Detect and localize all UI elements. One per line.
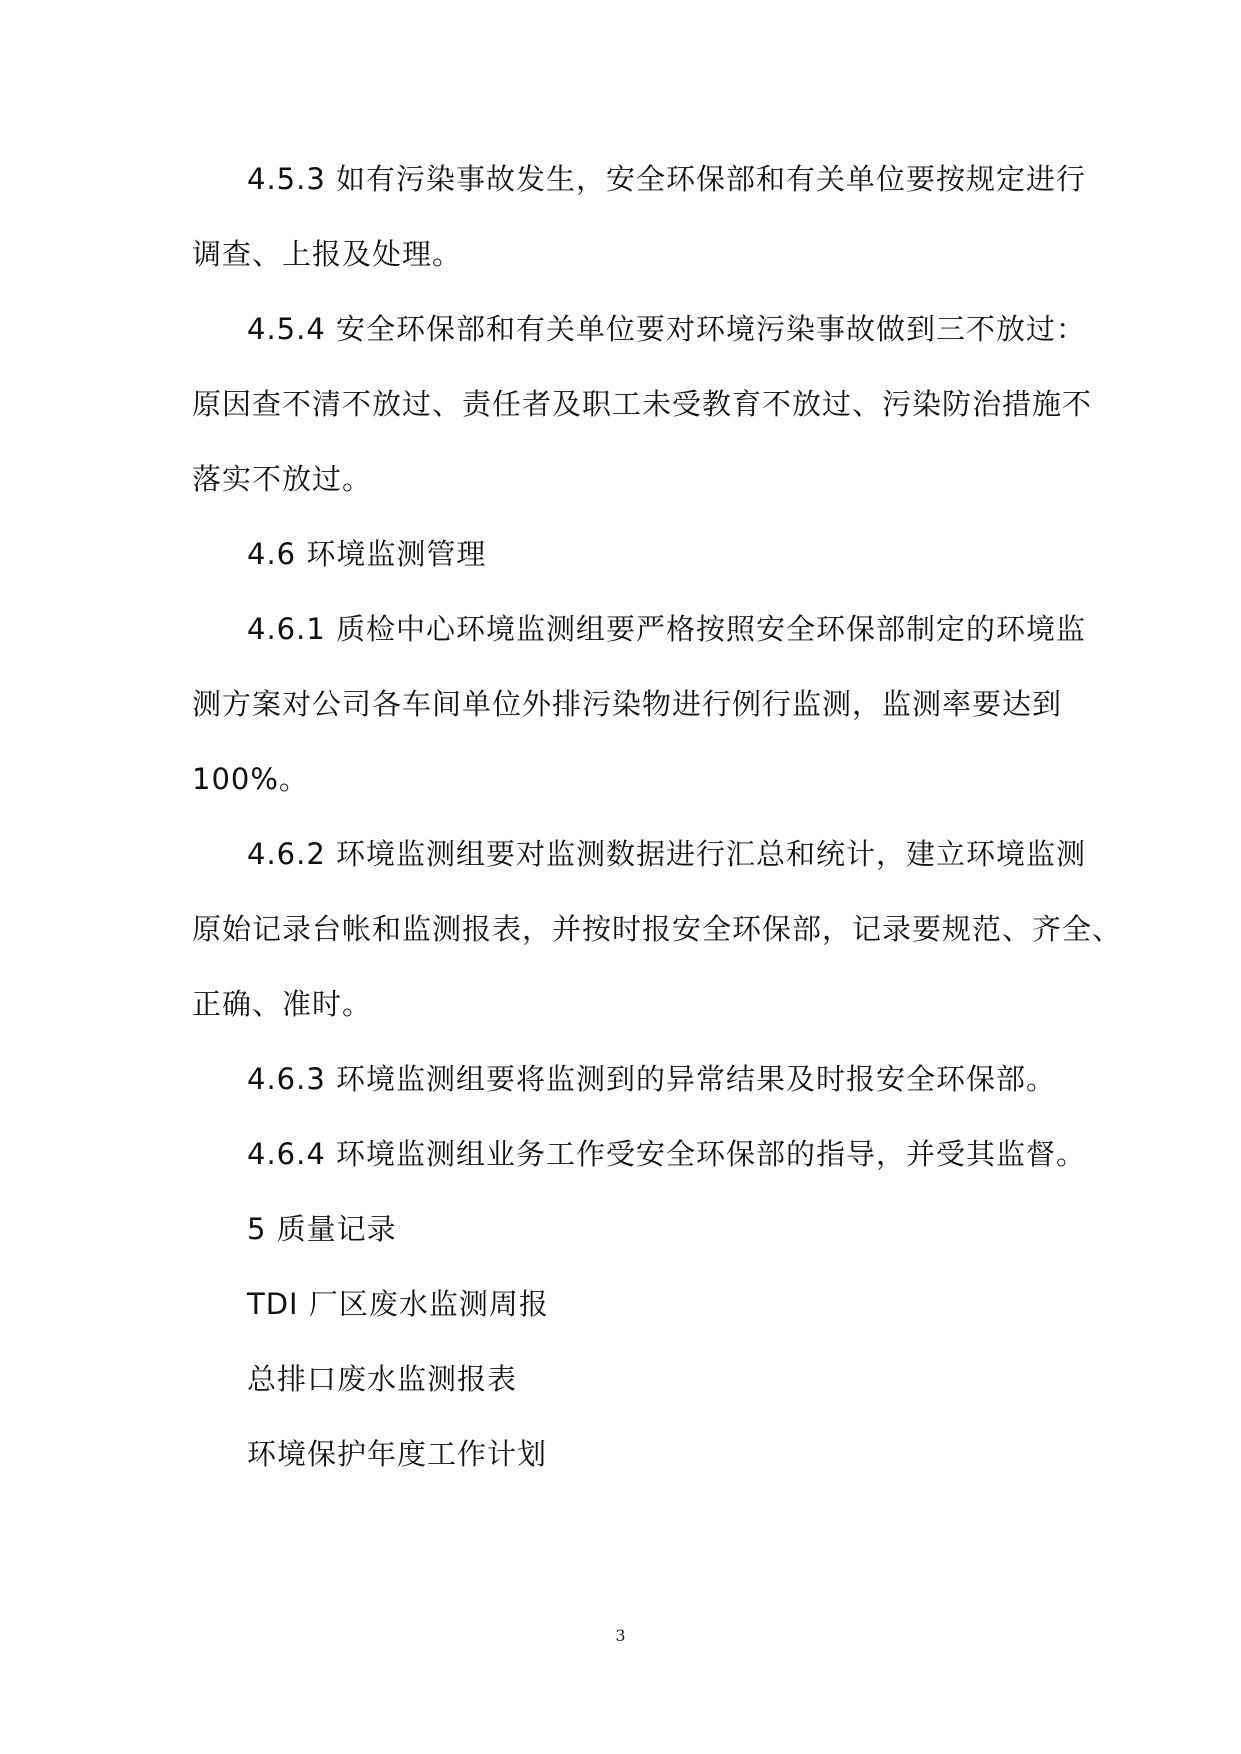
paragraph-4-6-3 [192,1042,1057,1117]
record-item-annual-plan [192,1417,1050,1492]
text-line: 4.6.4 环境监测组业务工作受安全环保部的指导，并受其监督。 [247,1137,1087,1171]
text-line: 4.6.2 环境监测组要对监测数据进行汇总和统计，建立环境监测 [247,837,1087,871]
text-line: 4.6 环境监测管理 [247,537,487,571]
record-item-outfall-report [192,1342,1050,1417]
record-item-tdi-weekly [192,1267,1050,1342]
section-heading-4-6 [192,517,1050,592]
text-line: 4.5.3 如有污染事故发生，安全环保部和有关单位要按规定进行 [247,162,1087,196]
text-line: 原始记录台帐和监测报表，并按时报安全环保部，记录要规范、齐全、 [192,912,1123,946]
paragraph-4-6-4 [192,1117,1087,1192]
text-line: 测方案对公司各车间单位外排污染物进行例行监测，监测率要达到 [192,687,1063,721]
text-line: 4.6.3 环境监测组要将监测到的异常结果及时报安全环保部。 [247,1062,1057,1096]
text-line: TDI 厂区废水监测周报 [247,1287,549,1321]
document-body [192,142,1123,1492]
text-line: 环境保护年度工作计划 [247,1437,548,1471]
paragraph-4-5-3 [192,142,1087,292]
text-line: 5 质量记录 [247,1212,397,1246]
text-line: 调查、上报及处理。 [192,237,463,271]
text-line: 100%。 [192,762,309,796]
text-line: 落实不放过。 [192,462,373,496]
text-line: 4.6.1 质检中心环境监测组要严格按照安全环保部制定的环境监 [247,612,1087,646]
page-number: 3 [615,1626,626,1645]
text-line: 4.5.4 安全环保部和有关单位要对环境污染事故做到三不放过： [247,312,1087,346]
paragraph-4-6-2 [192,817,1123,1042]
paragraph-4-6-1 [192,592,1087,817]
text-line: 正确、准时。 [192,987,373,1021]
section-heading-5 [192,1192,1050,1267]
text-line: 原因查不清不放过、责任者及职工未受教育不放过、污染防治措施不 [192,387,1093,421]
text-line: 总排口废水监测报表 [247,1362,518,1396]
paragraph-4-5-4 [192,292,1093,517]
